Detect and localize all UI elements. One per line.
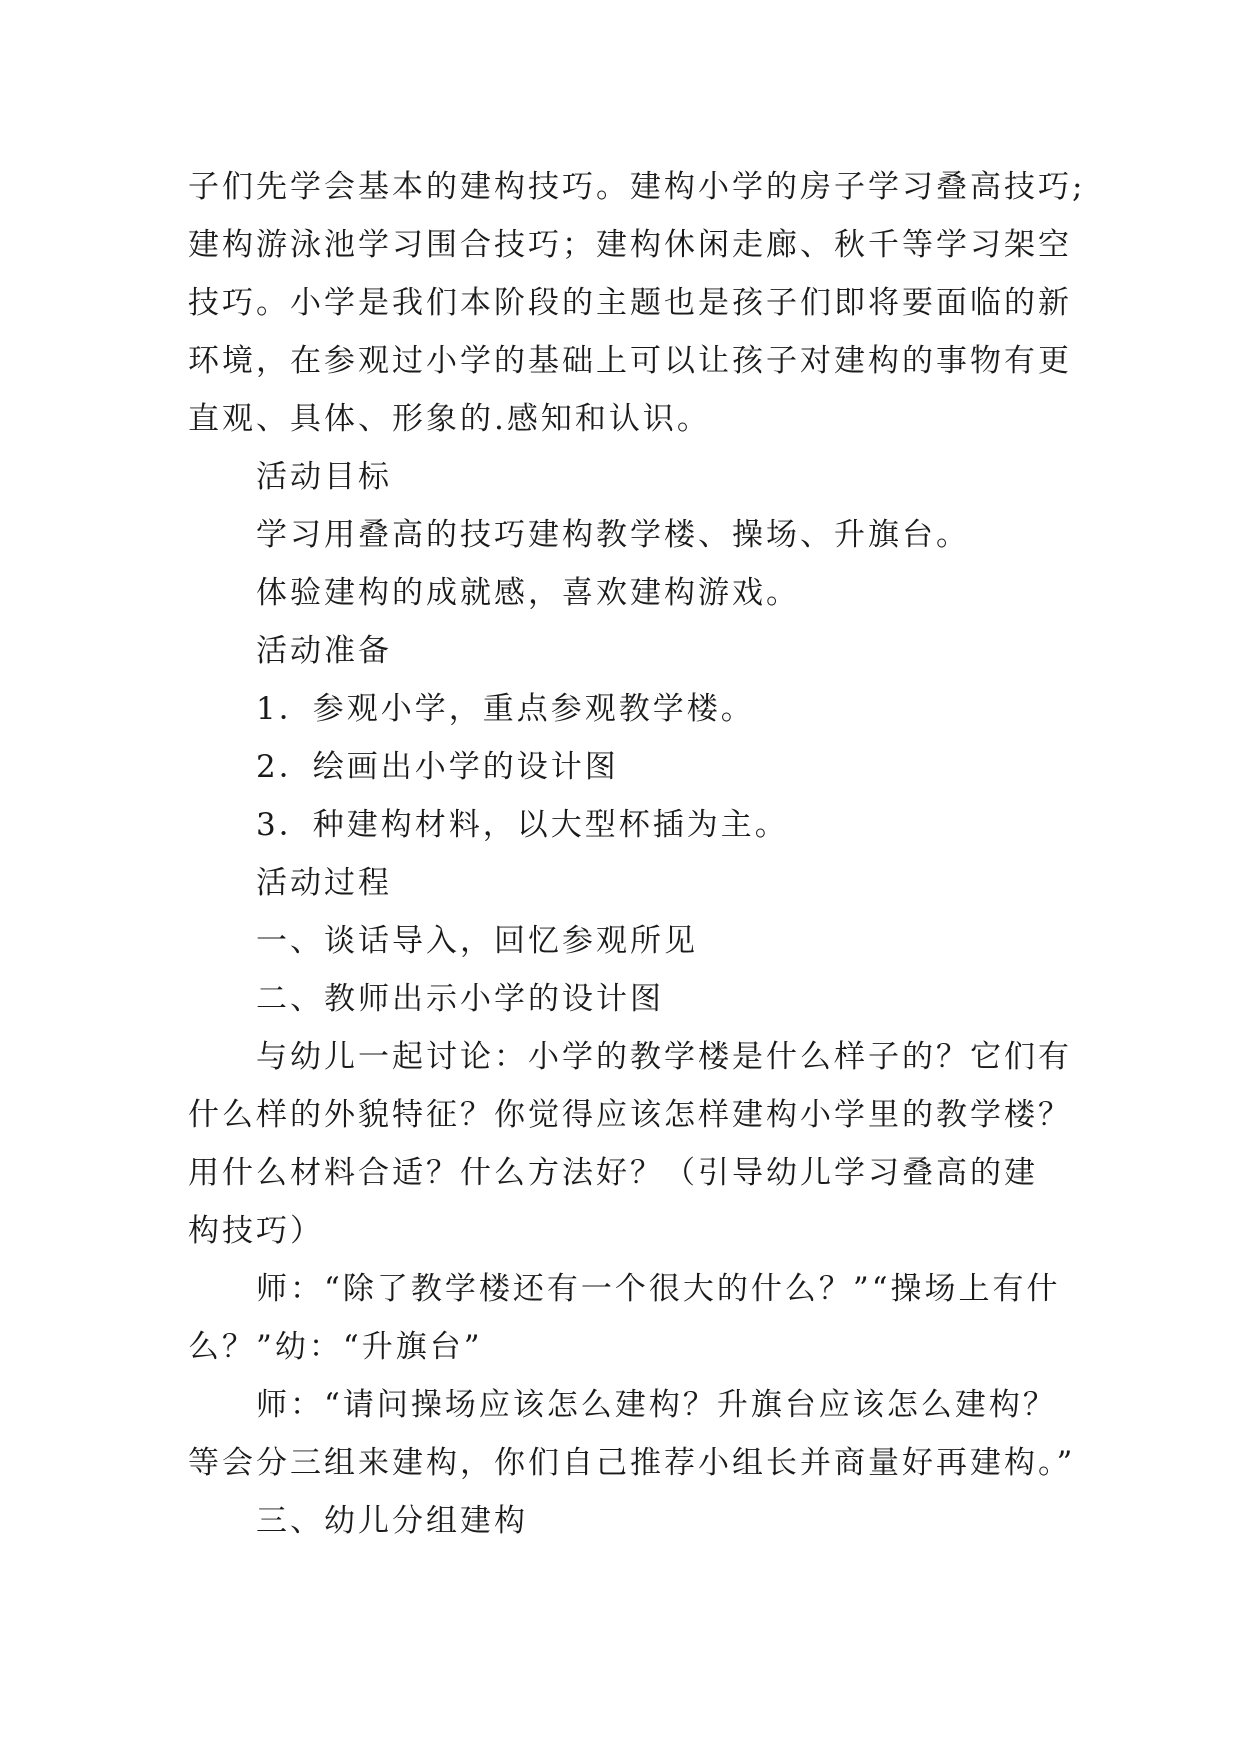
text-line: 用什么材料合适？什么方法好？（引导幼儿学习叠高的建 <box>188 1155 1038 1191</box>
section-heading-activity-process: 活动过程 <box>256 865 392 901</box>
text-line: 师：“除了教学楼还有一个很大的什么？”“操场上有什 <box>256 1271 1061 1307</box>
text-line: 什么样的外貌特征？你觉得应该怎样建构小学里的教学楼？ <box>188 1097 1072 1133</box>
text-line: 与幼儿一起讨论：小学的教学楼是什么样子的？它们有 <box>256 1039 1072 1075</box>
text-line: 直观、具体、形象的.感知和认识。 <box>188 401 711 437</box>
section-heading-activity-goals: 活动目标 <box>256 459 392 495</box>
text-line: 构技巧） <box>188 1213 324 1249</box>
text-line: 学习用叠高的技巧建构教学楼、操场、升旗台。 <box>256 517 970 553</box>
text-line: 体验建构的成就感，喜欢建构游戏。 <box>256 575 800 611</box>
list-item: 2．绘画出小学的设计图 <box>256 749 619 785</box>
step-heading: 一、谈话导入，回忆参观所见 <box>256 923 698 959</box>
list-item: 3．种建构材料，以大型杯插为主。 <box>256 807 789 843</box>
step-heading: 三、幼儿分组建构 <box>256 1503 528 1539</box>
text-line: 子们先学会基本的建构技巧。建构小学的房子学习叠高技巧; <box>188 169 1086 205</box>
section-heading-activity-preparation: 活动准备 <box>256 633 392 669</box>
text-line: 环境，在参观过小学的基础上可以让孩子对建构的事物有更 <box>188 343 1072 379</box>
text-line: 师：“请问操场应该怎么建构？升旗台应该怎么建构？ <box>256 1387 1057 1423</box>
text-line: 建构游泳池学习围合技巧；建构休闲走廊、秋千等学习架空 <box>188 227 1072 263</box>
text-line: 技巧。小学是我们本阶段的主题也是孩子们即将要面临的新 <box>188 285 1072 321</box>
step-heading: 二、教师出示小学的设计图 <box>256 981 664 1017</box>
text-line: 么？”幼：“升旗台” <box>188 1329 483 1365</box>
document-body <box>188 158 1086 1550</box>
list-item: 1．参观小学，重点参观教学楼。 <box>256 691 755 727</box>
text-line: 等会分三组来建构，你们自己推荐小组长并商量好再建构。” <box>188 1445 1076 1481</box>
